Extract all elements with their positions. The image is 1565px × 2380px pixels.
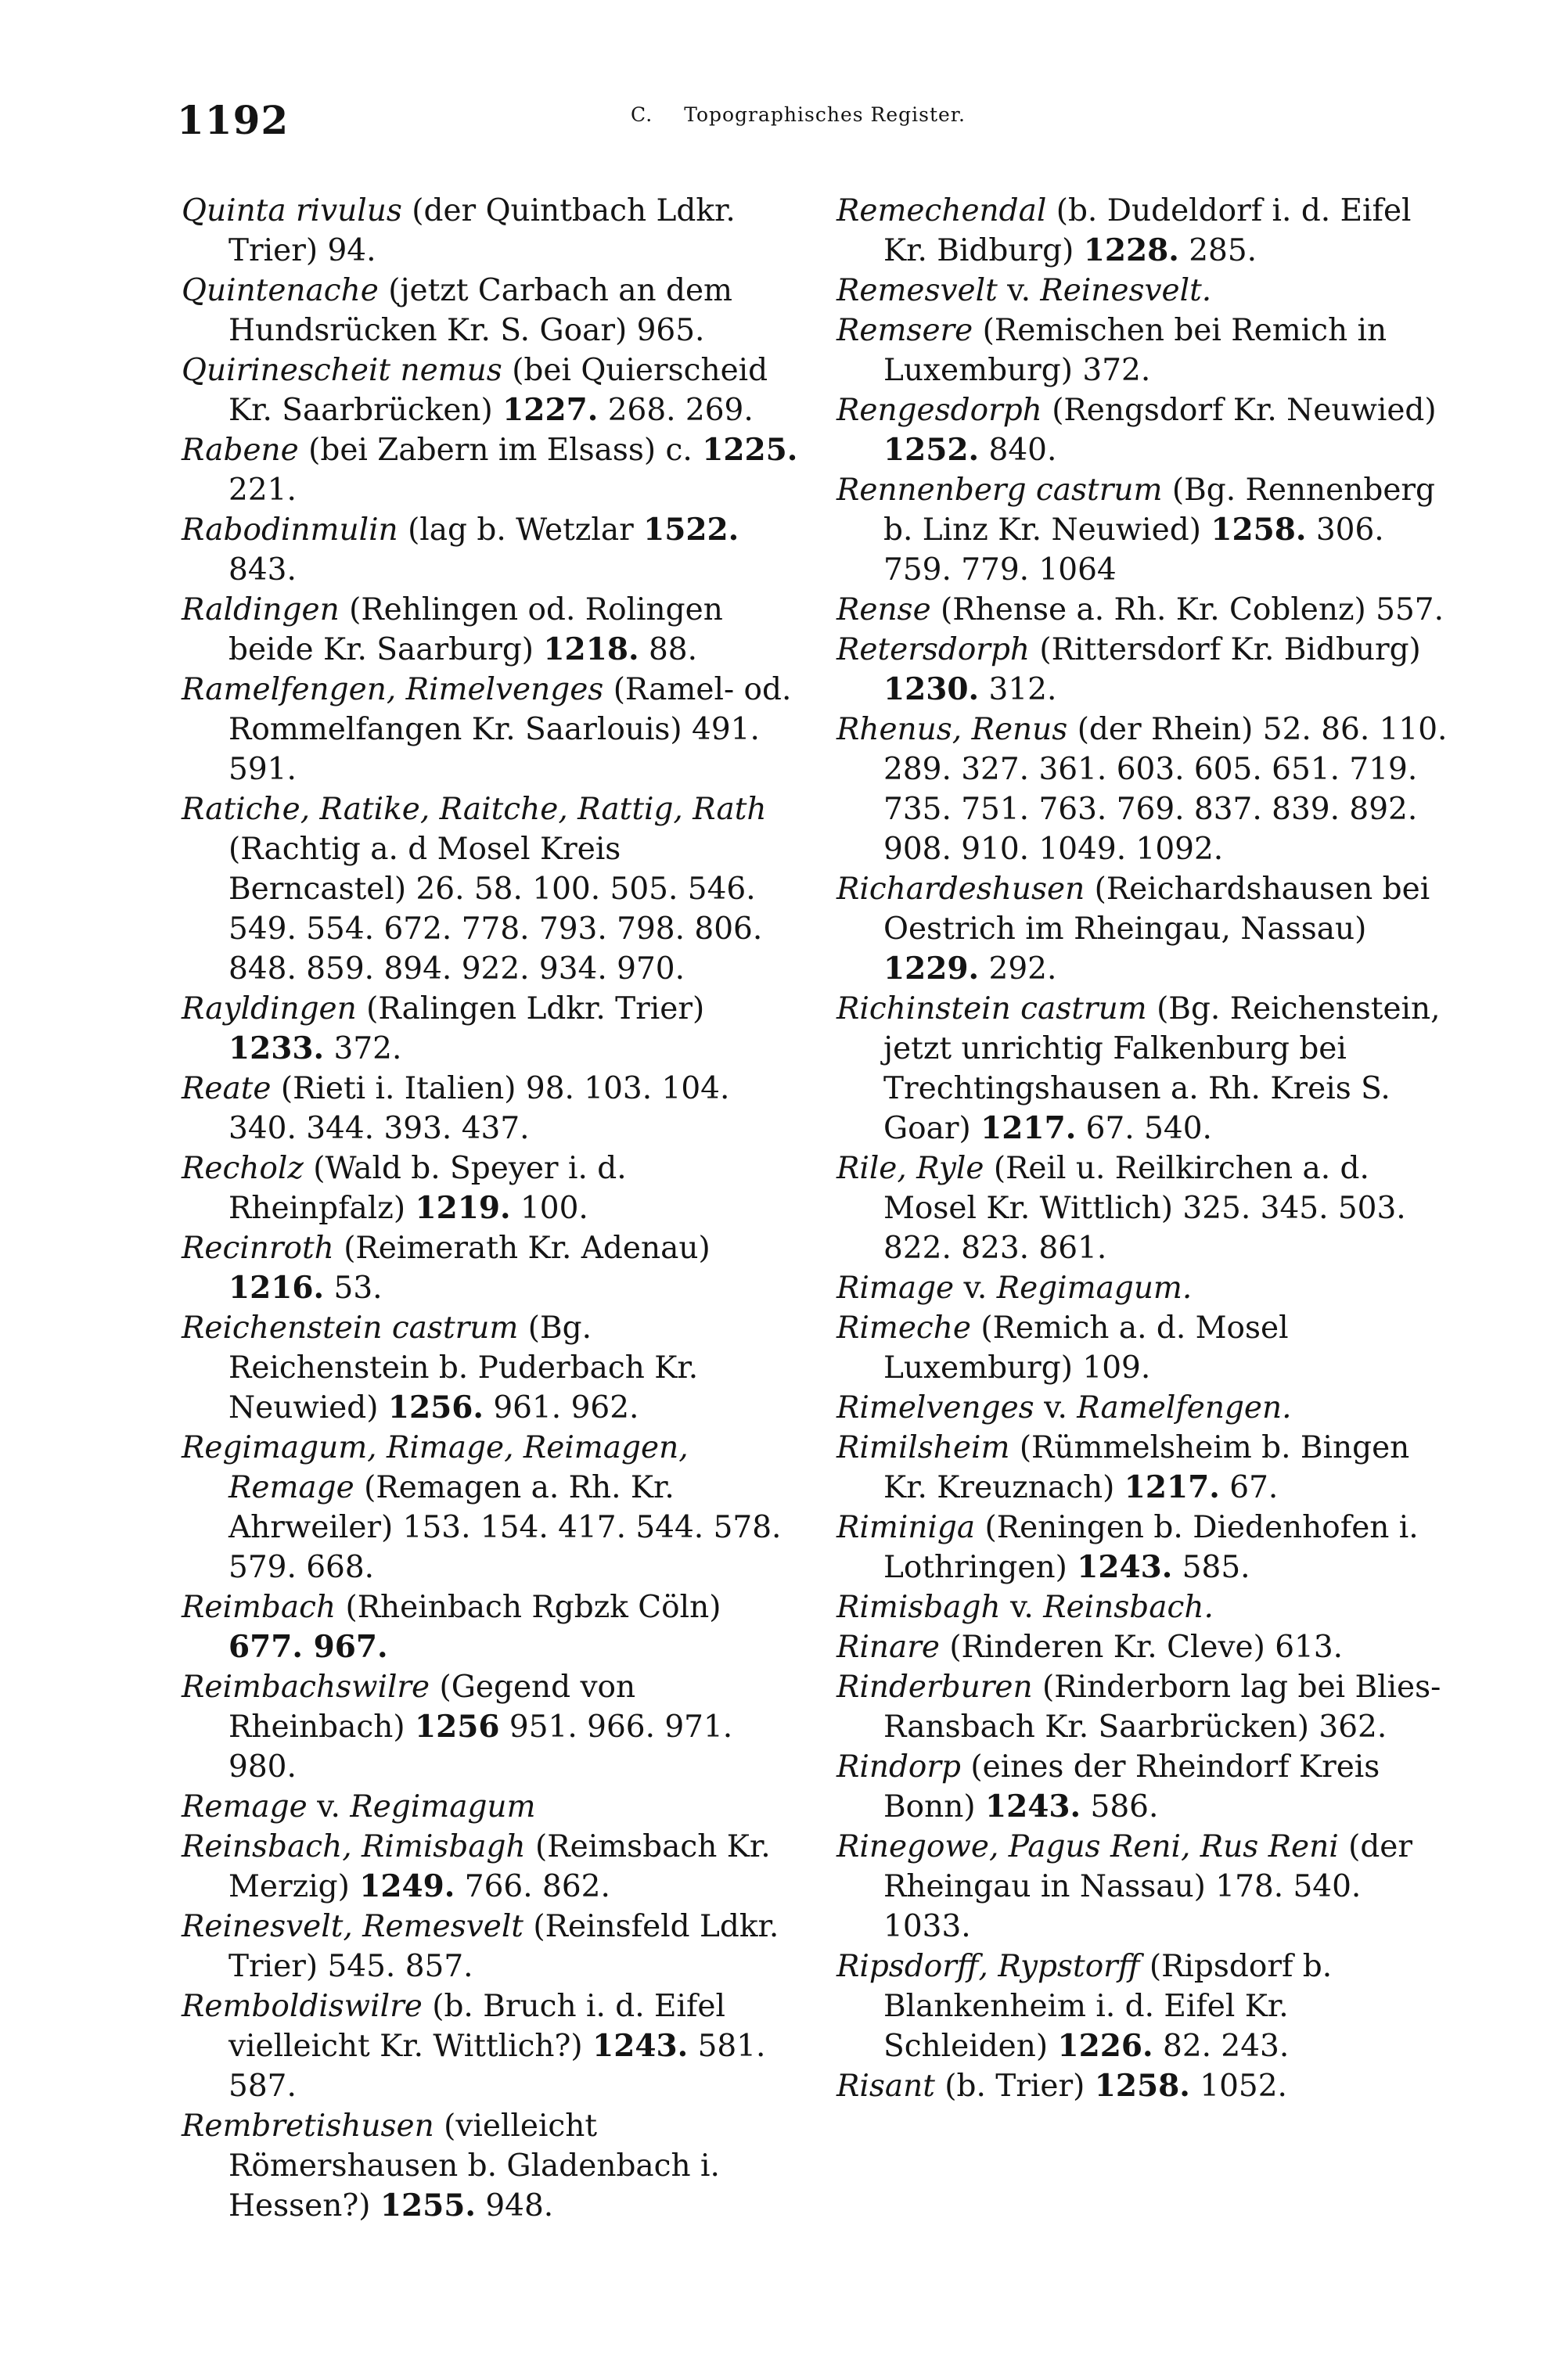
- register-entry: [182, 1308, 800, 1428]
- register-entry: [182, 351, 800, 430]
- entry-references: 312.: [979, 672, 1057, 707]
- entry-text: (Rhense a. Rh. Kr. Coblenz) 557.: [930, 592, 1444, 627]
- entry-references: 88.: [639, 632, 697, 667]
- register-entry: [836, 2066, 1455, 2106]
- entry-crossref: Ramelfengen.: [1077, 1390, 1292, 1425]
- entry-text: (Wald b. Speyer i. d. Rheinpfalz): [228, 1151, 627, 1226]
- entry-headword: Reimbachswilre: [182, 1670, 430, 1705]
- entry-text: (Rinderborn lag bei Blies-Ransbach Kr. Saarbrücken) 362.: [883, 1670, 1441, 1745]
- entry-headword: Reate: [182, 1071, 272, 1106]
- entry-headword: Rinderburen: [836, 1670, 1033, 1705]
- register-entry: [836, 869, 1455, 989]
- entry-references: 67. 540.: [1076, 1111, 1212, 1146]
- right-column: [836, 191, 1455, 2106]
- entry-text: (Reil u. Reilkirchen a. d. Mosel Kr. Wittlich) 325. 345. 503. 822. 823. 861.: [883, 1151, 1406, 1266]
- entry-headword: Riminiga: [836, 1510, 976, 1545]
- register-entry: [836, 1388, 1455, 1428]
- entry-year: 677. 967.: [228, 1629, 388, 1665]
- entry-text: (Rieti i. Italien) 98. 103. 104. 340. 344. 393. 437.: [228, 1071, 730, 1146]
- entry-headword: Rimilsheim: [836, 1430, 1010, 1465]
- entry-headword: Rimelvenges: [836, 1390, 1034, 1425]
- register-entry: [836, 191, 1455, 271]
- entry-references: 585.: [1172, 1550, 1250, 1585]
- entry-text: (b. Dudeldorf i. d. Eifel Kr. Bidburg): [883, 193, 1412, 268]
- entry-headword: Raldingen: [182, 592, 340, 627]
- entry-references: 100.: [510, 1191, 588, 1226]
- entry-text: (Remischen bei Remich in Luxemburg) 372.: [883, 313, 1387, 388]
- entry-headword: Rense: [836, 592, 931, 627]
- entry-year: 1219.: [415, 1190, 511, 1226]
- entry-headword: Reimbach: [182, 1590, 336, 1625]
- entry-text: (Ripsdorf b. Blankenheim i. d. Eifel Kr. Schleiden): [883, 1949, 1333, 2064]
- entry-headword: Rabene: [182, 433, 299, 468]
- entry-text: (Rehlingen od. Rolingen beide Kr. Saarburg): [228, 592, 723, 667]
- register-entry: [182, 191, 800, 271]
- entry-headword: Reichenstein castrum: [182, 1310, 519, 1346]
- register-entry: [836, 271, 1455, 311]
- entry-text: (der Quintbach Ldkr. Trier) 94.: [228, 193, 736, 268]
- section-letter: C.: [631, 103, 653, 126]
- entry-text: (Bg. Reichenstein b. Puderbach Kr. Neuwied): [228, 1310, 699, 1425]
- entry-text: v.: [307, 1789, 351, 1825]
- register-entry: [182, 670, 800, 789]
- entry-headword: Rinare: [836, 1630, 940, 1665]
- entry-references: 948.: [475, 2188, 554, 2224]
- entry-text: (Rachtig a. d Mosel Kreis Berncastel) 26. 58. 100. 505. 546. 549. 554. 672. 778. 793. 798. 806. 848. 859. 894. 922. 934. 970.: [228, 832, 763, 987]
- entry-references: 285.: [1178, 233, 1257, 268]
- entry-text: v.: [997, 273, 1041, 308]
- entry-year: 1252.: [883, 432, 980, 468]
- entry-text: (Rengsdorf Kr. Neuwied): [1042, 393, 1437, 428]
- entry-headword: Reinsbach, Rimisbagh: [182, 1829, 526, 1864]
- entry-year: 1256: [414, 1709, 500, 1745]
- left-column: [182, 191, 800, 2226]
- entry-headword: Quinta rivulus: [182, 193, 402, 228]
- entry-text: (Rittersdorf Kr. Bidburg): [1030, 632, 1421, 667]
- entry-text: (bei Quierscheid Kr. Saarbrücken): [228, 353, 768, 428]
- entry-year: 1243.: [985, 1789, 1081, 1825]
- entry-references: 53.: [324, 1271, 383, 1306]
- entry-headword: Rindorp: [836, 1749, 962, 1785]
- register-entry: [836, 1627, 1455, 1667]
- entry-references: 292.: [979, 951, 1057, 987]
- entry-headword: Remsere: [836, 313, 973, 348]
- entry-text: (Reimerath Kr. Adenau): [333, 1231, 711, 1266]
- entry-text: (b. Trier): [934, 2069, 1095, 2104]
- entry-references: 268. 269.: [598, 393, 754, 428]
- entry-text: (Remagen a. Rh. Kr. Ahrweiler) 153. 154. 417. 544. 578. 579. 668.: [228, 1470, 782, 1585]
- register-entry: [182, 789, 800, 989]
- register-entry: [836, 311, 1455, 390]
- entry-year: 1243.: [1077, 1549, 1173, 1585]
- entry-headword: Remechendal: [836, 193, 1047, 228]
- entry-headword: Rimage: [836, 1271, 955, 1306]
- register-entry: [182, 271, 800, 351]
- entry-references: 586.: [1081, 1789, 1159, 1825]
- register-entry: [182, 510, 800, 590]
- entry-headword: Recinroth: [182, 1231, 334, 1266]
- entry-text: (Remich a. d. Mosel Luxemburg) 109.: [883, 1310, 1289, 1386]
- entry-headword: Retersdorph: [836, 632, 1031, 667]
- entry-headword: Rhenus, Renus: [836, 712, 1068, 747]
- register-entry: [836, 1667, 1455, 1747]
- entry-year: 1243.: [592, 2028, 689, 2064]
- entry-references: 961. 962.: [483, 1390, 639, 1425]
- entry-year: 1216.: [228, 1270, 325, 1306]
- entry-year: 1522.: [643, 512, 739, 548]
- entry-text: (Bg. Rennenberg b. Linz Kr. Neuwied): [883, 473, 1436, 548]
- entry-headword: Ripsdorff, Rypstorff: [836, 1949, 1140, 1984]
- register-entry: [182, 1787, 800, 1827]
- register-entry: [836, 390, 1455, 470]
- entry-year: 1218.: [543, 631, 639, 667]
- register-entry: [182, 2106, 800, 2226]
- page-number: 1192: [177, 97, 290, 143]
- entry-text: (Rheinbach Rgbzk Cöln): [336, 1590, 721, 1625]
- register-entry: [182, 1827, 800, 1907]
- entry-year: 1258.: [1094, 2068, 1190, 2104]
- entry-headword: Rennenberg castrum: [836, 473, 1163, 508]
- entry-year: 1217.: [1124, 1469, 1220, 1505]
- register-entry: [836, 1308, 1455, 1388]
- entry-headword: Rengesdorph: [836, 393, 1042, 428]
- entry-crossref: Reinsbach.: [1043, 1590, 1214, 1625]
- entry-text: v.: [954, 1271, 997, 1306]
- entry-year: 1258.: [1211, 512, 1307, 548]
- entry-text: (der Rhein) 52. 86. 110. 289. 327. 361. 603. 605. 651. 719. 735. 751. 763. 769. 837. 839. 892. 908. 910. 1049. 1092.: [883, 712, 1448, 867]
- register-entry: [836, 1268, 1455, 1308]
- entry-headword: Reinesvelt, Remesvelt: [182, 1909, 523, 1944]
- register-entry: [182, 1428, 800, 1587]
- entry-references: 67.: [1219, 1470, 1279, 1505]
- register-entry: [836, 590, 1455, 630]
- entry-text: (Rümmelsheim b. Bingen Kr. Kreuznach): [883, 1430, 1410, 1505]
- entry-headword: Remesvelt: [836, 273, 998, 308]
- entry-text: (eines der Rheindorf Kreis Bonn): [883, 1749, 1380, 1825]
- entry-references: 372.: [324, 1031, 402, 1066]
- entry-text: (Reichardshausen bei Oestrich im Rheingau, Nassau): [883, 872, 1430, 947]
- entry-headword: Rayldingen: [182, 991, 357, 1026]
- register-entry: [182, 1228, 800, 1308]
- entry-headword: Ramelfengen, Rimelvenges: [182, 672, 604, 707]
- register-entry: [836, 470, 1455, 590]
- entry-year: 1256.: [387, 1390, 484, 1425]
- entry-headword: Rimisbagh: [836, 1590, 1001, 1625]
- register-entry: [182, 1587, 800, 1667]
- entry-text: (b. Bruch i. d. Eifel vielleicht Kr. Wittlich?): [228, 1989, 725, 2064]
- register-entry: [182, 590, 800, 670]
- entry-text: (Gegend von Rheinbach): [228, 1670, 636, 1745]
- entry-headword: Remage: [182, 1789, 308, 1825]
- entry-headword: Quintenache: [182, 273, 379, 308]
- register-entry: [182, 1149, 800, 1228]
- entry-crossref: Regimagum.: [996, 1271, 1193, 1306]
- entry-year: 1233.: [228, 1030, 325, 1066]
- entry-text: (Bg. Reichenstein, jetzt unrichtig Falkenburg bei Trechtingshausen a. Rh. Kreis S. Goar): [883, 991, 1441, 1146]
- entry-text: (der Rheingau in Nassau) 178. 540. 1033.: [883, 1829, 1413, 1944]
- register-entry: [182, 430, 800, 510]
- register-entry: [182, 1986, 800, 2106]
- entry-references: 1052.: [1189, 2069, 1287, 2104]
- entry-headword: Regimagum, Rimage, Reimagen, Remage: [182, 1430, 689, 1505]
- entry-references: 221.: [228, 473, 297, 508]
- entry-references: 82. 243.: [1153, 2029, 1290, 2064]
- entry-headword: Rembretishusen: [182, 2109, 434, 2144]
- entry-text: (Rinderen Kr. Cleve) 613.: [939, 1630, 1344, 1665]
- section-title: Topographisches Register.: [684, 103, 966, 126]
- running-head: [0, 103, 1565, 126]
- entry-year: 1227.: [502, 392, 599, 428]
- entry-references: 581. 587.: [228, 2029, 766, 2104]
- entry-references: 951. 966. 971. 980.: [228, 1710, 733, 1785]
- register-entry: [836, 1587, 1455, 1627]
- entry-text: (bei Zabern im Elsass) c.: [298, 433, 703, 468]
- entry-headword: Remboldiswilre: [182, 1989, 423, 2024]
- entry-year: 1255.: [380, 2188, 476, 2224]
- entry-year: 1217.: [980, 1110, 1077, 1146]
- entry-headword: Quirinescheit nemus: [182, 353, 502, 388]
- entry-headword: Rabodinmulin: [182, 512, 398, 548]
- entry-text: (Ramel- od. Rommelfangen Kr. Saarlouis) 491. 591.: [228, 672, 792, 787]
- register-entry: [836, 710, 1455, 869]
- entry-headword: Ratiche, Ratike, Raitche, Rattig, Rath: [182, 792, 767, 827]
- register-entry: [836, 1149, 1455, 1268]
- entry-headword: Risant: [836, 2069, 935, 2104]
- entry-text: (Reningen b. Diedenhofen i. Lothringen): [883, 1510, 1419, 1585]
- entry-headword: Richardeshusen: [836, 872, 1085, 907]
- entry-headword: Rinegowe, Pagus Reni, Rus Reni: [836, 1829, 1339, 1864]
- entry-text: v.: [1000, 1590, 1044, 1625]
- register-entry: [836, 630, 1455, 710]
- entry-year: 1228.: [1083, 232, 1179, 268]
- entry-text: (Ralingen Ldkr. Trier): [356, 991, 705, 1026]
- register-entry: [836, 1947, 1455, 2066]
- register-entry: [836, 1508, 1455, 1587]
- entry-headword: Rimeche: [836, 1310, 971, 1346]
- register-entry: [836, 1747, 1455, 1827]
- entry-references: 840.: [979, 433, 1057, 468]
- entry-headword: Richinstein castrum: [836, 991, 1147, 1026]
- entry-text: (vielleicht Römershausen b. Gladenbach i. Hessen?): [228, 2109, 720, 2224]
- entry-text: (Reinsfeld Ldkr. Trier) 545. 857.: [228, 1909, 779, 1984]
- register-entry: [182, 1907, 800, 1986]
- entry-crossref: Reinesvelt.: [1040, 273, 1212, 308]
- entry-year: 1225.: [702, 432, 798, 468]
- register-entry: [182, 989, 800, 1069]
- entry-text: v.: [1034, 1390, 1078, 1425]
- entry-references: 306. 759. 779. 1064: [883, 512, 1384, 588]
- entry-year: 1230.: [883, 671, 980, 707]
- register-entry: [182, 1667, 800, 1787]
- register-entry: [836, 1428, 1455, 1508]
- entry-year: 1249.: [359, 1868, 455, 1904]
- entry-references: 843.: [228, 552, 297, 588]
- register-entry: [836, 989, 1455, 1149]
- register-entry: [836, 1827, 1455, 1947]
- register-entry: [182, 1069, 800, 1149]
- entry-references: 766. 862.: [455, 1869, 610, 1904]
- entry-text: (jetzt Carbach an dem Hundsrücken Kr. S. Goar) 965.: [228, 273, 733, 348]
- entry-text: (Reimsbach Kr. Merzig): [228, 1829, 771, 1904]
- entry-year: 1226.: [1057, 2028, 1153, 2064]
- entry-year: 1229.: [883, 951, 980, 987]
- entry-text: (lag b. Wetzlar: [398, 512, 644, 548]
- entry-crossref: Regimagum: [350, 1789, 536, 1825]
- entry-headword: Recholz: [182, 1151, 304, 1186]
- entry-headword: Rile, Ryle: [836, 1151, 984, 1186]
